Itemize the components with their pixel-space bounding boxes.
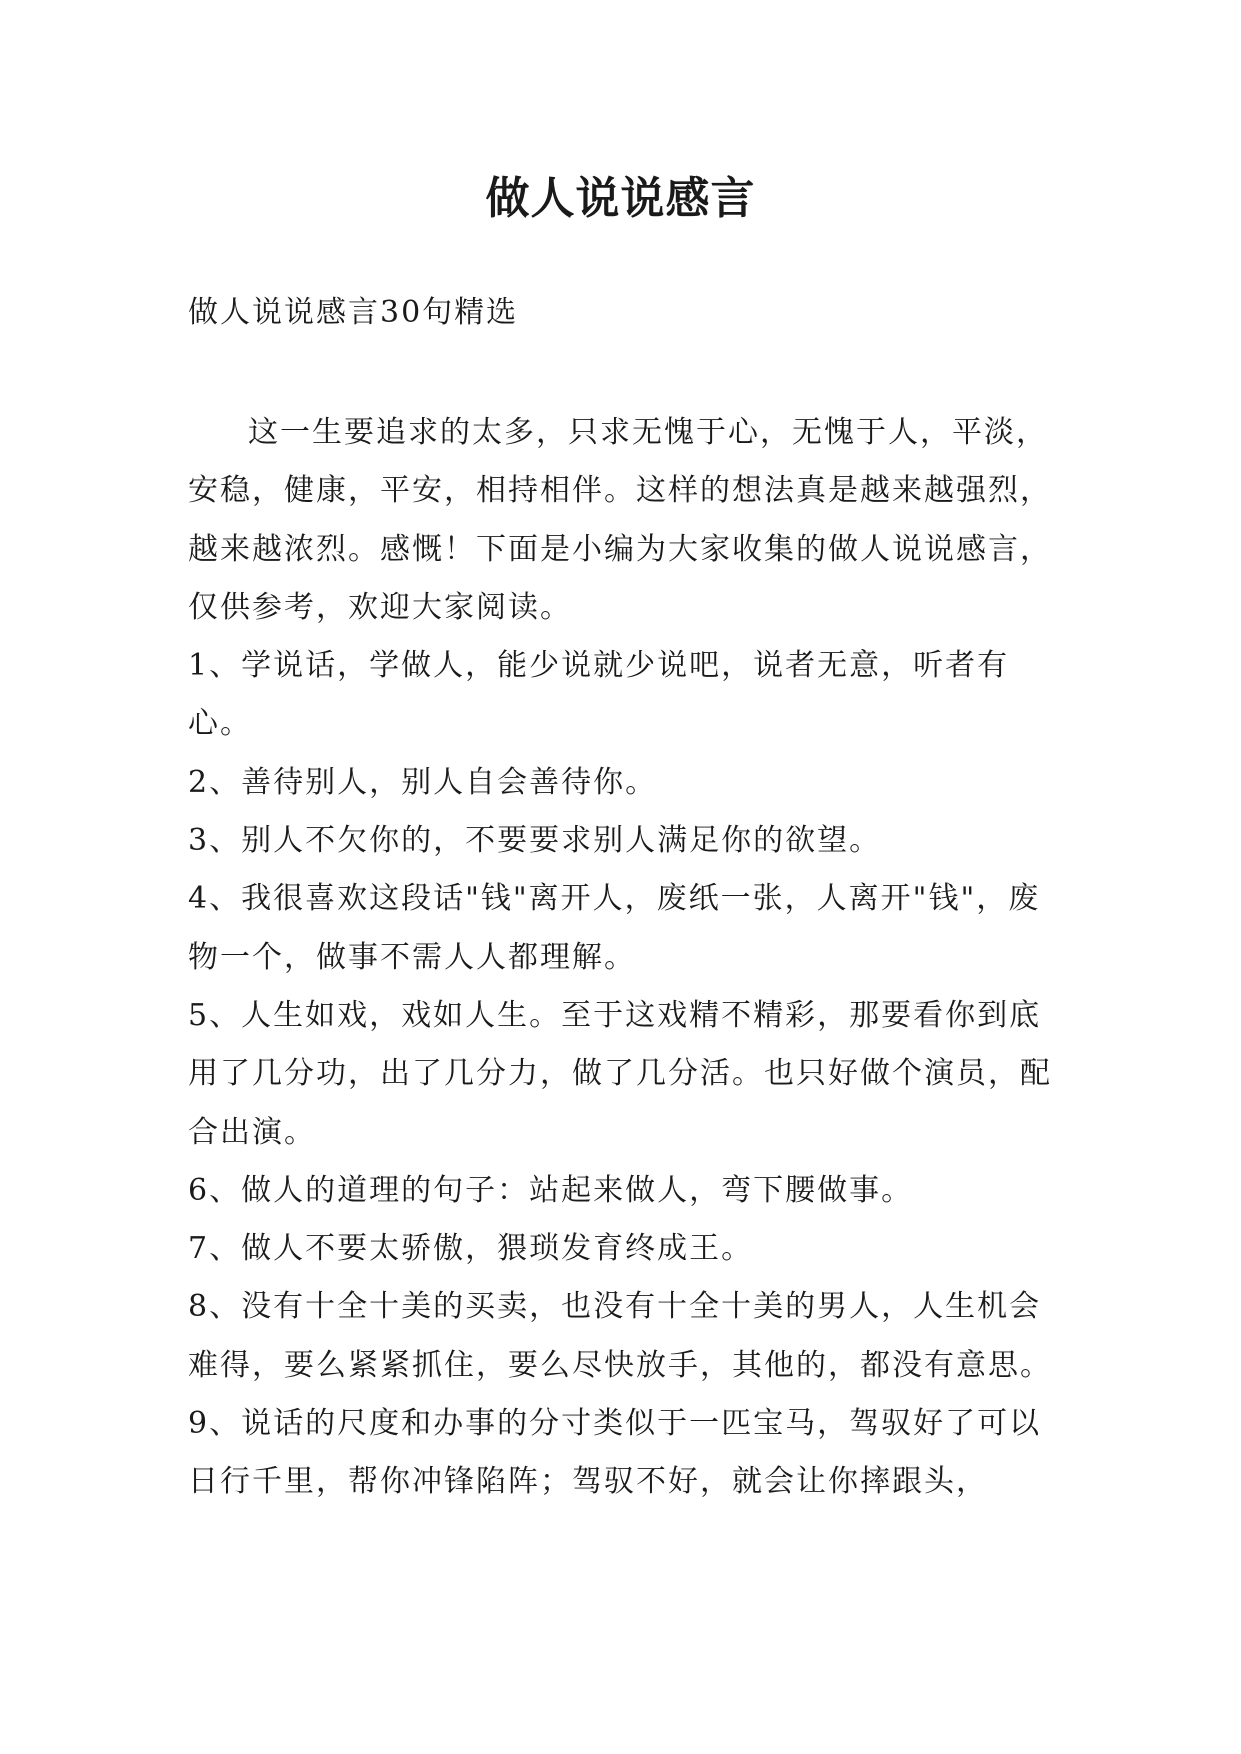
document-title: 做人说说感言 — [485, 173, 756, 225]
quote-item-9: 9、说话的尺度和办事的分寸类似于一匹宝马，驾驭好了可以日行千里，帮你冲锋陷阵；驾驭不好，就会让你摔跟头， — [188, 1406, 1042, 1500]
quote-item-3: 3、别人不欠你的，不要要求别人满足你的欲望。 — [188, 823, 882, 859]
document-subtitle: 做人说说感言30句精选 — [188, 295, 519, 330]
quote-item-6: 6、做人的道理的句子：站起来做人，弯下腰做事。 — [188, 1172, 914, 1208]
quote-item-7: 7、做人不要太骄傲，猥琐发育终成王。 — [188, 1231, 754, 1267]
quote-item-8: 8、没有十全十美的买卖，也没有十全十美的男人，人生机会难得，要么紧紧抓住，要么尽快放手，其他的，都没有意思。 — [188, 1289, 1052, 1383]
intro-paragraph: 这一生要追求的太多，只求无愧于心，无愧于人，平淡，安稳，健康，平安，相持相伴。这样的想法真是越来越强烈，越来越浓烈。感慨！下面是小编为大家收集的做人说说感言，仅供参考，欢迎大家阅读。 — [188, 415, 1052, 625]
quote-item-4: 4、我很喜欢这段话"钱"离开人，废纸一张，人离开"钱"，废物一个，做事不需人人都理解。 — [188, 881, 1041, 975]
quote-item-1: 1、学说话，学做人，能少说就少说吧，说者无意，听者有心。 — [188, 648, 1010, 742]
quote-list — [188, 637, 1058, 1511]
document-body — [188, 404, 1058, 1512]
quote-item-5: 5、人生如戏，戏如人生。至于这戏精不精彩，那要看你到底用了几分功，出了几分力，做了几分活。也只好做个演员，配合出演。 — [188, 997, 1052, 1150]
quote-item-2: 2、善待别人，别人自会善待你。 — [188, 764, 658, 800]
